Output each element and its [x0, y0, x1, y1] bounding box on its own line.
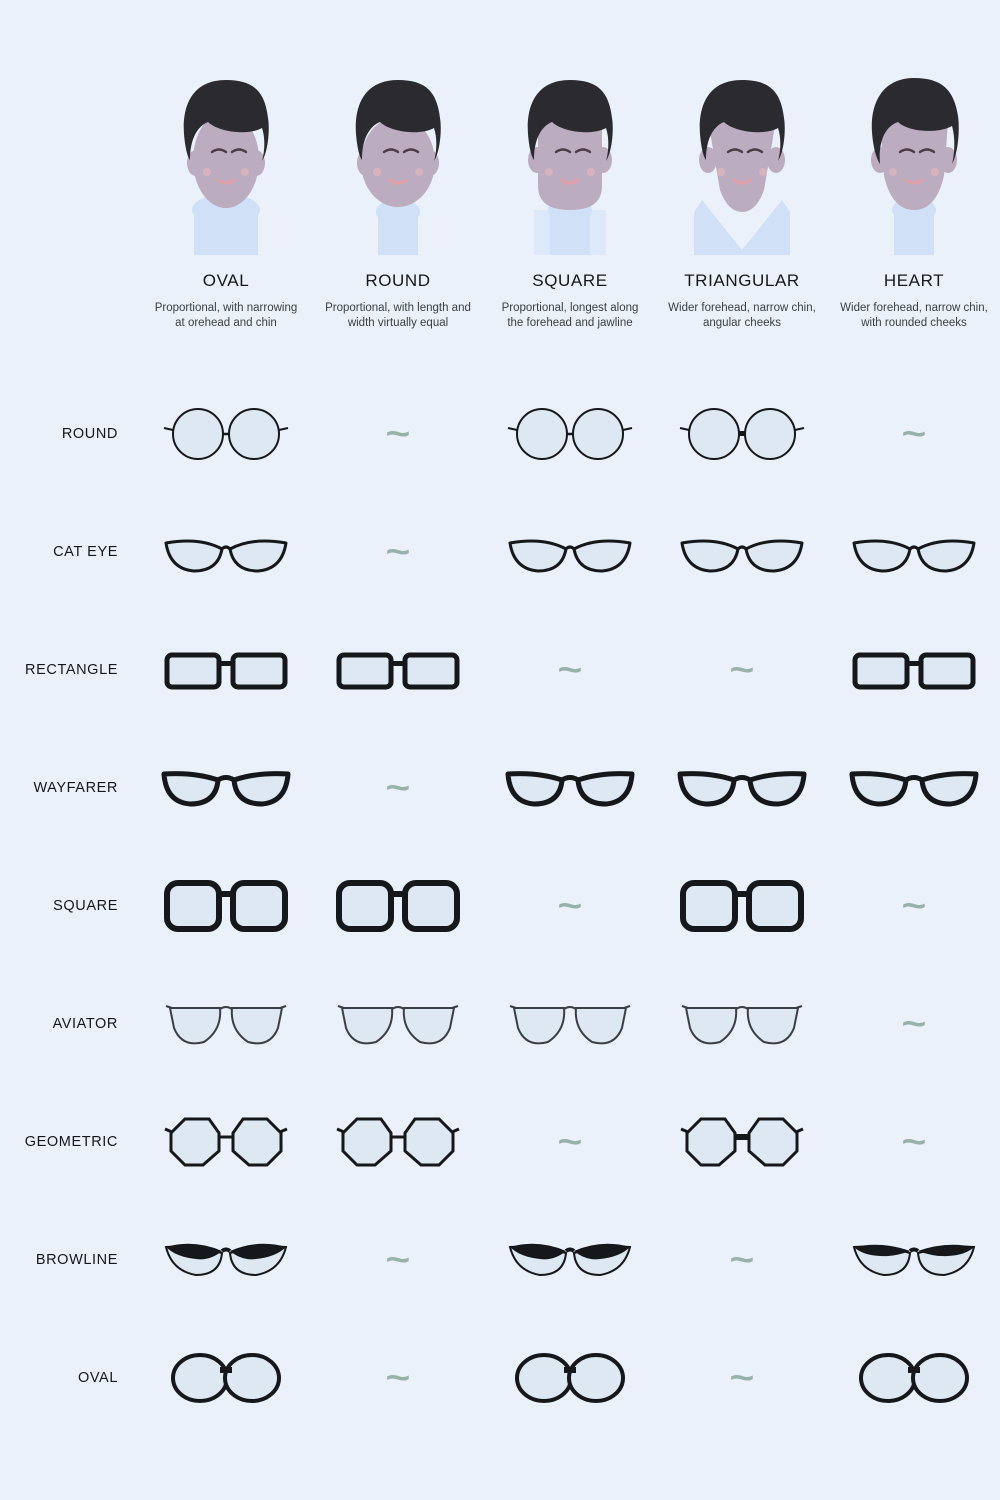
glasses-wayfarer-icon [676, 762, 808, 814]
row-cells [140, 965, 1000, 1083]
no-match-icon: ~ [901, 415, 927, 453]
face-illustration-round [328, 60, 468, 255]
face-desc-triangular: Wider forehead, narrow chin, angular cheeks [668, 302, 816, 329]
glasses-browline-icon [506, 1237, 634, 1283]
no-match-icon: ~ [901, 887, 927, 925]
cell-oval-triangular [656, 1319, 828, 1437]
cell-oval-oval [140, 1319, 312, 1437]
row-cells [140, 1201, 1000, 1319]
row-cells [140, 1319, 1000, 1437]
table-row [0, 729, 1000, 847]
cell-wayfarer-heart [828, 729, 1000, 847]
cell-rectangle-round [312, 611, 484, 729]
glasses-browline-icon [850, 1237, 978, 1283]
face-illustration-triangular [672, 60, 812, 255]
glasses-geometric-icon [335, 1113, 461, 1171]
cell-wayfarer-round [312, 729, 484, 847]
face-column-triangular [656, 60, 828, 331]
glasses-rectangle-icon [163, 645, 289, 695]
cell-wayfarer-triangular [656, 729, 828, 847]
no-match-icon: ~ [729, 1241, 755, 1279]
cell-round-round [312, 375, 484, 493]
cell-oval-round [312, 1319, 484, 1437]
glasses-browline-icon [162, 1237, 290, 1283]
cell-geometric-oval [140, 1083, 312, 1201]
table-row [0, 1201, 1000, 1319]
row-cells [140, 375, 1000, 493]
face-name-heart: HEART [883, 271, 945, 290]
table-row [0, 493, 1000, 611]
no-match-icon: ~ [557, 651, 583, 689]
glasses-cat-eye-icon [676, 523, 808, 581]
cell-wayfarer-oval [140, 729, 312, 847]
no-match-icon: ~ [557, 887, 583, 925]
glasses-rectangle-icon [335, 645, 461, 695]
cell-browline-heart [828, 1201, 1000, 1319]
cell-square-square [484, 847, 656, 965]
glasses-round-icon [506, 404, 634, 464]
no-match-icon: ~ [729, 1359, 755, 1397]
glasses-round-icon [678, 404, 806, 464]
cell-geometric-heart [828, 1083, 1000, 1201]
row-label-oval: OVAL [77, 1370, 118, 1386]
glasses-rectangle-icon [851, 645, 977, 695]
face-name-oval: OVAL [202, 271, 250, 290]
row-label-cat-eye: CAT EYE [53, 544, 118, 560]
glasses-cat-eye-icon [848, 523, 980, 581]
face-shapes-header [140, 60, 1000, 331]
cell-rectangle-triangular [656, 611, 828, 729]
glasses-oval-icon [168, 1349, 284, 1407]
row-cells [140, 729, 1000, 847]
cell-geometric-round [312, 1083, 484, 1201]
no-match-icon: ~ [557, 1123, 583, 1161]
no-match-icon: ~ [901, 1123, 927, 1161]
glasses-wayfarer-icon [504, 762, 636, 814]
glasses-square-icon [334, 875, 462, 937]
table-row [0, 375, 1000, 493]
cell-browline-triangular [656, 1201, 828, 1319]
face-name-triangular: TRIANGULAR [684, 271, 800, 290]
glasses-oval-icon [856, 1349, 972, 1407]
cell-round-square [484, 375, 656, 493]
no-match-icon: ~ [385, 1241, 411, 1279]
glasses-wayfarer-icon [160, 762, 292, 814]
cell-aviator-round [312, 965, 484, 1083]
row-label-rectangle: RECTANGLE [25, 662, 118, 678]
glasses-wayfarer-icon [848, 762, 980, 814]
glasses-aviator-icon [508, 996, 632, 1052]
cell-square-triangular [656, 847, 828, 965]
cell-aviator-heart [828, 965, 1000, 1083]
cell-round-oval [140, 375, 312, 493]
glasses-cat-eye-icon [504, 523, 636, 581]
face-illustration-heart [844, 60, 984, 255]
table-row [0, 965, 1000, 1083]
face-name-square: SQUARE [532, 271, 608, 290]
row-label-geometric: GEOMETRIC [24, 1134, 118, 1150]
face-illustration-oval [156, 60, 296, 255]
face-column-square [484, 60, 656, 331]
cell-round-triangular [656, 375, 828, 493]
cell-rectangle-oval [140, 611, 312, 729]
no-match-icon: ~ [385, 769, 411, 807]
face-illustration-square [500, 60, 640, 255]
row-cells [140, 493, 1000, 611]
cell-aviator-oval [140, 965, 312, 1083]
cell-rectangle-heart [828, 611, 1000, 729]
glasses-oval-icon [512, 1349, 628, 1407]
row-label-round: ROUND [61, 426, 118, 442]
row-cells [140, 611, 1000, 729]
face-column-oval [140, 60, 312, 331]
cell-browline-round [312, 1201, 484, 1319]
glasses-square-icon [162, 875, 290, 937]
no-match-icon: ~ [385, 533, 411, 571]
no-match-icon: ~ [729, 651, 755, 689]
table-row [0, 611, 1000, 729]
glasses-geometric-icon [679, 1113, 805, 1171]
cell-square-oval [140, 847, 312, 965]
no-match-icon: ~ [385, 1359, 411, 1397]
cell-cat-eye-heart [828, 493, 1000, 611]
cell-aviator-triangular [656, 965, 828, 1083]
cell-browline-oval [140, 1201, 312, 1319]
cell-cat-eye-oval [140, 493, 312, 611]
glasses-aviator-icon [680, 996, 804, 1052]
cell-square-heart [828, 847, 1000, 965]
row-cells [140, 847, 1000, 965]
face-column-round [312, 60, 484, 331]
glasses-matrix [0, 375, 1000, 1437]
row-label-aviator: AVIATOR [52, 1016, 118, 1032]
cell-wayfarer-square [484, 729, 656, 847]
glasses-round-icon [162, 404, 290, 464]
face-desc-heart: Wider forehead, narrow chin, with rounded cheeks [840, 302, 988, 329]
glasses-aviator-icon [336, 996, 460, 1052]
cell-cat-eye-square [484, 493, 656, 611]
row-label-wayfarer: WAYFARER [33, 780, 118, 796]
glasses-square-icon [678, 875, 806, 937]
cell-geometric-triangular [656, 1083, 828, 1201]
cell-browline-square [484, 1201, 656, 1319]
face-desc-round: Proportional, with length and width virtually equal [325, 302, 471, 329]
face-column-heart [828, 60, 1000, 331]
glasses-aviator-icon [164, 996, 288, 1052]
row-cells [140, 1083, 1000, 1201]
cell-oval-heart [828, 1319, 1000, 1437]
row-label-browline: BROWLINE [35, 1252, 118, 1268]
face-name-round: ROUND [365, 271, 431, 290]
cell-square-round [312, 847, 484, 965]
face-desc-oval: Proportional, with narrowing at orehead and chin [154, 302, 298, 329]
row-label-square: SQUARE [53, 898, 118, 914]
cell-cat-eye-round [312, 493, 484, 611]
no-match-icon: ~ [385, 415, 411, 453]
face-desc-square: Proportional, longest along the forehead and jawline [501, 302, 639, 329]
table-row [0, 1319, 1000, 1437]
table-row [0, 1083, 1000, 1201]
cell-cat-eye-triangular [656, 493, 828, 611]
cell-oval-square [484, 1319, 656, 1437]
cell-rectangle-square [484, 611, 656, 729]
cell-round-heart [828, 375, 1000, 493]
no-match-icon: ~ [901, 1005, 927, 1043]
table-row [0, 847, 1000, 965]
cell-geometric-square [484, 1083, 656, 1201]
glasses-geometric-icon [163, 1113, 289, 1171]
glasses-cat-eye-icon [160, 523, 292, 581]
cell-aviator-square [484, 965, 656, 1083]
